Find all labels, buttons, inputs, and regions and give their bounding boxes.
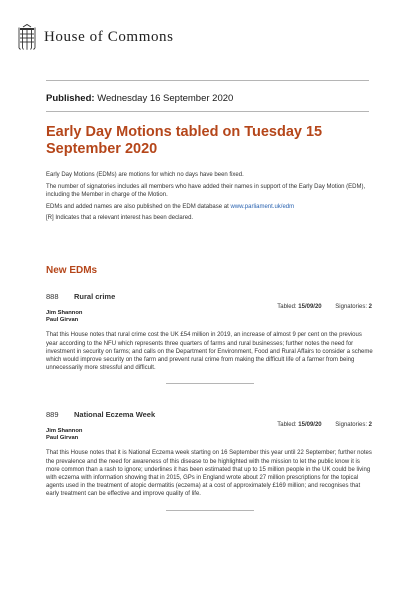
sponsor-name: Jim Shannon <box>46 310 83 316</box>
intro-text <box>46 171 376 226</box>
published-line <box>46 93 233 104</box>
signatories-label: Signatories: <box>335 304 367 310</box>
section-title: New EDMs <box>46 265 98 276</box>
edm-title: National Eczema Week <box>74 410 156 419</box>
edm-item <box>46 410 374 511</box>
house-name: House of Commons <box>44 28 174 45</box>
intro-paragraph-2: The number of signatories includes all members who have added their names in support of the Early Day Motion (EDM), including the Member in charge of the Motion. <box>46 183 366 199</box>
sponsor-name: Paul Girvan <box>46 435 79 442</box>
edm-text: That this House notes that rural crime cost the UK £54 million in 2019, an increase of almost 9 per cent on the previous year according to the NFU which represents three quarters of farms and rural businesses; further notes the need for investment in security on farms; and calls on the Department for Environment, Food and Rural Affairs to consider a scheme which would improve security on the farm and prevent rural crime from making the difficult life of a farmer from being unnecessarily more stressful and difficult. <box>46 332 373 372</box>
signatories-count: 2 <box>368 304 372 310</box>
published-divider <box>46 111 369 112</box>
edm-number: 888 <box>46 292 59 301</box>
tabled-label: Tabled: <box>277 422 297 428</box>
edm-item <box>46 292 374 384</box>
tabled-label: Tabled: <box>277 304 297 310</box>
edm-divider <box>166 510 254 511</box>
published-date: Wednesday 16 September 2020 <box>97 93 234 104</box>
published-label: Published: <box>46 93 95 104</box>
edm-heading <box>46 292 374 301</box>
edm-title: Rural crime <box>74 292 116 301</box>
signatories-label: Signatories: <box>335 422 367 428</box>
tabled-date: 15/09/20 <box>298 422 322 428</box>
sponsor-name: Jim Shannon <box>46 428 83 434</box>
page-title: Early Day Motions tabled on Tuesday 15 September 2020 <box>46 124 323 157</box>
edm-heading <box>46 410 374 419</box>
intro-paragraph-3 <box>46 203 376 212</box>
sponsor-name: Paul Girvan <box>46 317 79 324</box>
intro-paragraph-1: Early Day Motions (EDMs) are motions for which no days have been fixed. <box>46 172 244 178</box>
edm-text: That this House notes that it is National Eczema week starting on 16 September this year until 22 September; further notes the prevalence and the need for awareness of this disease to be highlighted with the mission to let the public know it is more common than a rash to ignore; underlines it has been estimated that up to 15 million people in the UK could be living with eczema with information showing that in 2015, GPs in England wrote about 27 million prescriptions for the topical agents used in the treatment of atopic dermatitis (eczema) at a cost of approximately £169 million; and recognises that early treatment can be effective and improve quality of life. <box>46 450 372 498</box>
intro-paragraph-4: [R] Indicates that a relevant interest has been declared. <box>46 215 194 222</box>
portcullis-icon <box>18 24 36 50</box>
edm-database-text: EDMs and added names are also published on the EDM database at <box>46 203 229 210</box>
edm-divider <box>166 383 254 384</box>
page-header <box>18 22 174 52</box>
top-divider <box>46 80 369 81</box>
signatories-count: 2 <box>368 422 372 428</box>
edm-database-link[interactable]: www.parliament.uk/edm <box>230 203 295 210</box>
edm-number: 889 <box>46 410 59 419</box>
tabled-date: 15/09/20 <box>298 304 322 310</box>
